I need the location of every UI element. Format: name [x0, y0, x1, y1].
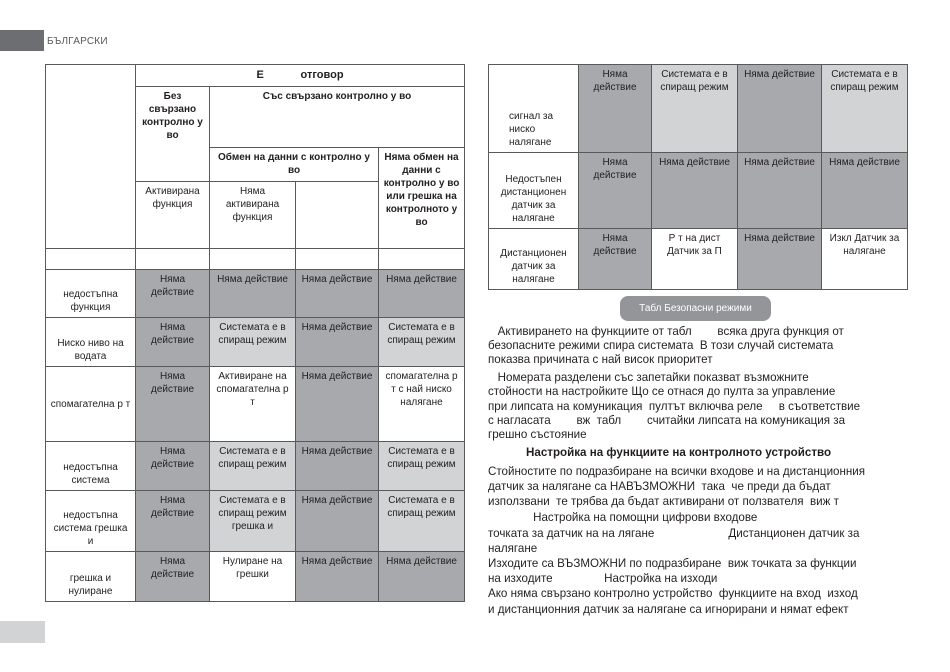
- row-label: Дистанционен датчик за налягане: [489, 229, 579, 290]
- table-row: [46, 367, 465, 442]
- cell: Няма действие: [738, 153, 822, 229]
- table-title: Е отговор: [136, 65, 465, 87]
- table-caption: Табл Безопасни режими: [620, 296, 771, 321]
- right-response-table: [488, 64, 908, 290]
- cell: Няма действие: [579, 153, 652, 229]
- paragraph-line: датчик за налягане са НАВЪЗМОЖНИ така че преди да бъдат: [488, 480, 831, 493]
- paragraph-line: Активирането на функциите от табл всяка друга функция от: [488, 325, 844, 338]
- cell: спомагателна р т с най ниско налягане: [379, 367, 465, 442]
- cell: Няма действие: [579, 65, 652, 153]
- paragraph-line: Ако няма свързано контролно устройство функциите на вход изход: [488, 587, 858, 600]
- paragraph-line: при липсата на комуникация пултът включва реле в съответствие: [488, 400, 861, 413]
- cell: Няма действие: [136, 367, 210, 442]
- left-response-table: [45, 64, 465, 602]
- table-row: [46, 442, 465, 491]
- paragraph-line: Стойностите по подразбиране на всички входове и на дистанционния: [488, 465, 866, 478]
- not-activated-header: Няма активирана функция: [210, 182, 296, 249]
- section-heading: Настройка на функциите на контролното устройство: [526, 446, 832, 459]
- spacer-cell: [296, 249, 379, 270]
- paragraph-line: грешно състояние: [488, 428, 587, 441]
- paragraph-line: с нагласата вж табл считайки липсата на комуникация за: [488, 414, 846, 427]
- cell: Системата е в спиращ режим: [379, 491, 465, 552]
- cell: Няма действие: [296, 491, 379, 552]
- spacer-cell: [210, 249, 296, 270]
- row-label: недостъпна функция: [46, 270, 136, 318]
- language-label: БЪЛГАРСКИ: [47, 36, 108, 47]
- cell: Няма действие: [136, 491, 210, 552]
- corner-cell: [46, 65, 136, 249]
- cell: Нулиране на грешки: [210, 552, 296, 602]
- table-row: [489, 65, 908, 153]
- cell: Няма действие: [738, 229, 822, 290]
- table-row: [46, 270, 465, 318]
- cell: Системата е в спиращ режим: [210, 318, 296, 367]
- cell: Няма действие: [296, 442, 379, 491]
- page-number-tab: [0, 621, 45, 643]
- with-device-header: Със свързано контролно у во: [210, 87, 465, 148]
- cell: Няма действие: [136, 442, 210, 491]
- spacer-cell: [379, 249, 465, 270]
- cell: Системата е в спиращ режим: [652, 65, 738, 153]
- paragraph-line: Номерата разделени със запетайки показват възможните: [488, 371, 809, 384]
- language-tab-marker: [0, 30, 44, 51]
- no-exchange-header: Няма обмен на данни с контролно у во или грешка на контролното у во: [379, 148, 465, 249]
- paragraph-line: налягане: [488, 542, 538, 555]
- paragraph-line: и дистанционния датчик за налягане са игнорирани и нямат ефект: [488, 603, 849, 616]
- cell: Няма действие: [136, 270, 210, 318]
- cell: Системата е в спиращ режим грешка и: [210, 491, 296, 552]
- table-row: [46, 318, 465, 367]
- paragraph-line: Настройка на помощни цифрови входове: [488, 511, 758, 524]
- table-row: [489, 229, 908, 290]
- cell: Няма действие: [738, 65, 822, 153]
- table-row: [46, 552, 465, 602]
- table-row: [46, 491, 465, 552]
- cell: Системата е в спиращ режим: [379, 318, 465, 367]
- row-label: недостъпна система: [46, 442, 136, 491]
- cell: Няма действие: [652, 153, 738, 229]
- paragraph-line: безопасните режими спира системата В този случай системата: [488, 339, 834, 352]
- cell: Системата е в спиращ режим: [379, 442, 465, 491]
- paragraph-line: използвани те трябва да бъдат активирани от ползвателя виж т: [488, 495, 839, 508]
- row-label: спомагателна р т: [46, 367, 136, 442]
- cell: Няма действие: [822, 153, 908, 229]
- row-label: грешка и нулиране: [46, 552, 136, 602]
- cell: Няма действие: [136, 552, 210, 602]
- cell: Р т на дист Датчик за П: [652, 229, 738, 290]
- paragraph-line: на изходите Настройка на изходи: [488, 572, 718, 585]
- cell: Няма действие: [379, 270, 465, 318]
- paragraph-line: точката за датчик на на лягане Дистанционен датчик за: [488, 527, 860, 540]
- cell: Няма действие: [296, 367, 379, 442]
- cell: Активиране на спомагателна р т: [210, 367, 296, 442]
- cell: Изкл Датчик за налягане: [822, 229, 908, 290]
- cell: Няма действие: [296, 552, 379, 602]
- cell: Няма действие: [379, 552, 465, 602]
- paragraph-line: Изходите са ВЪЗМОЖНИ по подразбиране виж точката за функции: [488, 557, 857, 570]
- paragraph-line: стойности на настройките Що се отнася до пулта за управление: [488, 385, 836, 398]
- spacer-cell: [136, 249, 210, 270]
- row-label: недостъпна система грешка и: [46, 491, 136, 552]
- cell: Няма действие: [296, 318, 379, 367]
- row-label: сигнал за ниско налягане: [489, 65, 579, 153]
- cell: Няма действие: [210, 270, 296, 318]
- cell: Системата е в спиращ режим: [210, 442, 296, 491]
- row-label: Недостъпен дистанционен датчик за налягане: [489, 153, 579, 229]
- table-row: [489, 153, 908, 229]
- cell: Системата е в спиращ режим: [822, 65, 908, 153]
- cell: Няма действие: [136, 318, 210, 367]
- paragraph-line: показва причината с най висок приоритет: [488, 353, 713, 366]
- no-device-header: Без свързано контролно у во: [136, 87, 210, 182]
- cell: Няма действие: [296, 270, 379, 318]
- activated-header: Активирана функция: [136, 182, 210, 249]
- data-exchange-header: Обмен на данни с контролно у во: [210, 148, 379, 182]
- spacer-cell: [46, 249, 136, 270]
- row-label: Ниско ниво на водата: [46, 318, 136, 367]
- cell: Няма действие: [579, 229, 652, 290]
